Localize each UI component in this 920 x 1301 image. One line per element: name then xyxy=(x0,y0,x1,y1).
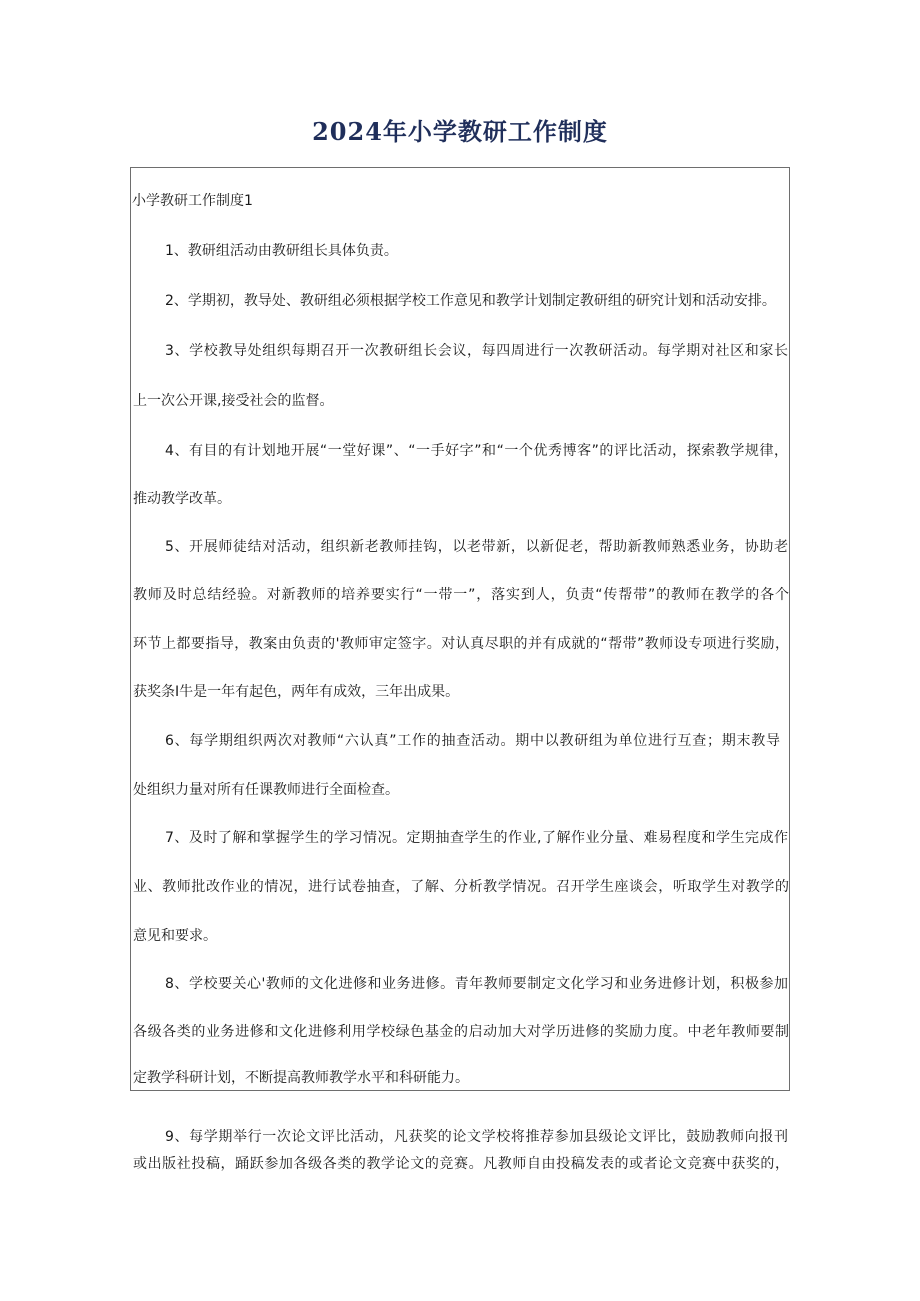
paragraph-line: 教师及时总结经验。对新教师的培养要实行“一带一”，落实到人，负责“传帮带”的教师在教学的各个 xyxy=(133,587,789,603)
paragraph-line: 各级各类的业务进修和文化进修利用学校绿色基金的启动加大对学历进修的奖励力度。中老年教师要制 xyxy=(133,1024,789,1040)
paragraph-line: 5、开展师徒结对活动，组织新老教师挂钩，以老带新，以新促老，帮助新教师熟悉业务，协助老 xyxy=(165,539,788,555)
paragraph-line: 处组织力量对所有任课教师进行全面检查。 xyxy=(133,782,399,798)
paragraph-line: 业、教师批改作业的情况，进行试卷抽查，了解、分析教学情况。召开学生座谈会，听取学生对教学的 xyxy=(133,879,789,895)
paragraph-line: 定教学科研计划，不断提高教师教学水平和科研能力。 xyxy=(133,1070,469,1086)
paragraph-line: 6、每学期组织两次对教师“六认真”工作的抽查活动。期中以教研组为单位进行互查；期末教导 xyxy=(165,733,780,749)
paragraph-line: 4、有目的有计划地开展“一堂好课”、“一手好字”和“一个优秀博客”的评比活动，探索教学规律， xyxy=(165,443,788,459)
section-heading: 小学教研工作制度1 xyxy=(132,193,253,209)
paragraph-line: 2、学期初，教导处、教研组必须根据学校工作意见和教学计划制定教研组的研究计划和活动安排。 xyxy=(165,293,776,309)
paragraph-line: 或出版社投稿，踊跃参加各级各类的教学论文的竞赛。凡教师自由投稿发表的或者论文竞赛中获奖的， xyxy=(133,1156,789,1172)
paragraph-line: 获奖条I牛是一年有起色，两年有成效，三年出成果。 xyxy=(133,684,460,700)
paragraph-line: 推动教学改革。 xyxy=(133,491,231,507)
paragraph-line: 1、教研组活动由教研组长具体负责。 xyxy=(165,243,398,259)
paragraph-line: 8、学校要关心'教师的文化进修和业务进修。青年教师要制定文化学习和业务进修计划，积极参加 xyxy=(165,976,788,992)
paragraph-line: 意见和要求。 xyxy=(133,928,217,944)
paragraph-line: 3、学校教导处组织每期召开一次教研组长会议，每四周进行一次教研活动。每学期对社区和家长 xyxy=(165,343,788,359)
paragraph-line: 9、每学期举行一次论文评比活动，凡获奖的论文学校将推荐参加县级论文评比，鼓励教师向报刊 xyxy=(165,1129,788,1145)
paragraph-line: 上一次公开课,接受社会的监督。 xyxy=(133,393,334,409)
paragraph-line: 7、及时了解和掌握学生的学习情况。定期抽查学生的作业,了解作业分量、难易程度和学生完成作 xyxy=(165,830,788,846)
document-title: 2024年小学教研工作制度 xyxy=(312,117,608,146)
paragraph-line: 环节上都要指导，教案由负责的'教师审定签字。对认真尽职的并有成就的“帮带”教师设专项进行奖励， xyxy=(133,636,789,652)
